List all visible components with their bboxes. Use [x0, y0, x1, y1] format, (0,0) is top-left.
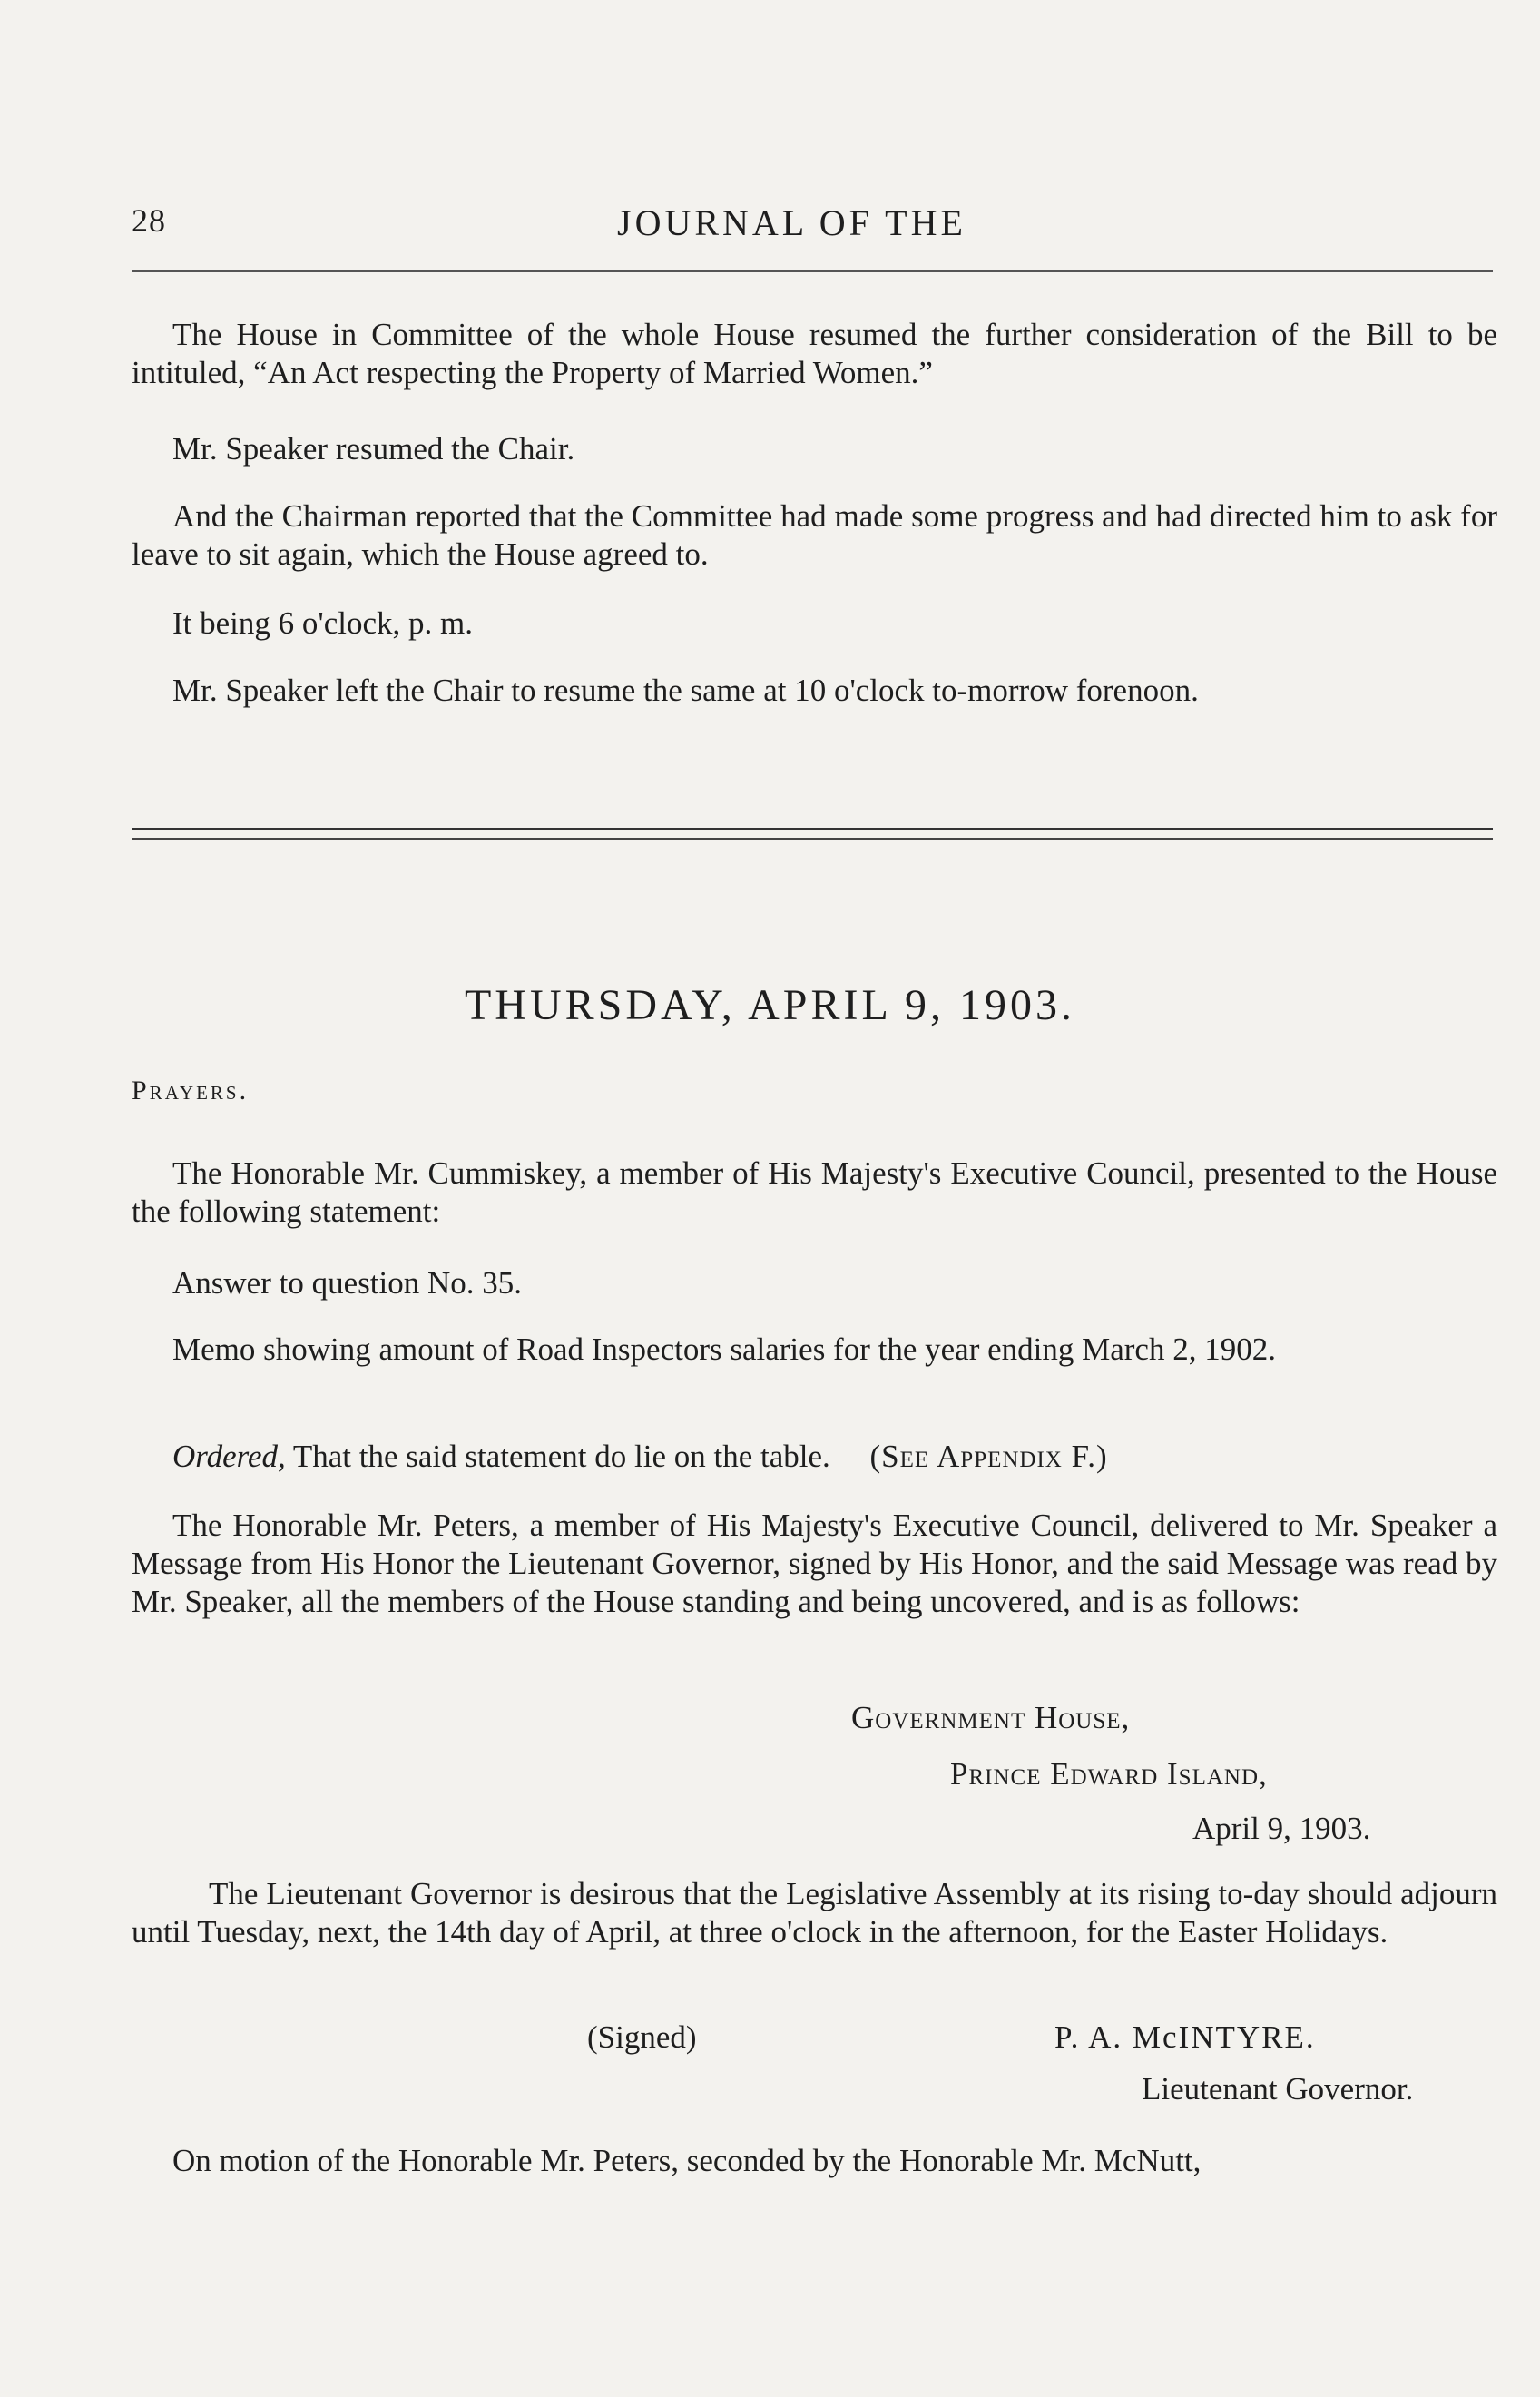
message-date: April 9, 1903. [1192, 1811, 1371, 1846]
running-head [132, 201, 1493, 256]
adjournment-paragraph: Mr. Speaker left the Chair to resume the same at 10 o'clock to-morrow forenoon. [172, 673, 1199, 708]
address-line-1: Government House, [851, 1700, 1131, 1735]
cummiskey-paragraph: The Honorable Mr. Cummiskey, a member of His Majesty's Executive Council, presented to the House the following statement: [132, 1155, 1497, 1229]
answer-paragraph: Answer to question No. 35. [172, 1265, 522, 1301]
page-number: 28 [132, 202, 166, 239]
signer-title: Lieutenant Governor. [1142, 2071, 1414, 2107]
header-rule [132, 270, 1493, 272]
ordered-paragraph [132, 1438, 1497, 1476]
peters-message-paragraph: The Honorable Mr. Peters, a member of His Majesty's Executive Council, delivered to Mr. Speaker a Message from His Honor the Lieutenant Governor, signed by His Honor, and the said Message was read by Mr. Speaker, all the members of the House standing and being uncovered, and is as follows: [132, 1508, 1497, 1619]
appendix-reference: (See Appendix F.) [869, 1439, 1108, 1474]
address-line-2: Prince Edward Island, [950, 1756, 1268, 1792]
memo-paragraph: Memo showing amount of Road Inspectors salaries for the year ending March 2, 1902. [172, 1331, 1276, 1367]
signer-name: P. A. McINTYRE. [1054, 2019, 1316, 2055]
signed-label: (Signed) [587, 2019, 697, 2055]
chairman-report-paragraph: And the Chairman reported that the Committee had made some progress and had directed him to ask for leave to sit again, which the House agreed to. [132, 498, 1497, 572]
section-divider [132, 828, 1493, 840]
ordered-text: That the said statement do lie on the table. [285, 1439, 830, 1474]
speaker-resumed-paragraph: Mr. Speaker resumed the Chair. [172, 431, 575, 467]
motion-paragraph: On motion of the Honorable Mr. Peters, seconded by the Honorable Mr. McNutt, [172, 2143, 1202, 2178]
time-paragraph: It being 6 o'clock, p. m. [172, 605, 473, 641]
date-heading: THURSDAY, APRIL 9, 1903. [464, 981, 1075, 1029]
ordered-label: Ordered, [172, 1439, 286, 1474]
running-title: JOURNAL OF THE [617, 202, 966, 243]
committee-paragraph: The House in Committee of the whole House resumed the further consideration of the Bill to be intituled, “An Act respecting the Property of Married Women.” [132, 317, 1497, 390]
prayers-label: Prayers. [132, 1076, 250, 1105]
message-body: The Lieutenant Governor is desirous that the Legislative Assembly at its rising to-day should adjourn until Tuesday, next, the 14th day of April, at three o'clock in the afternoon, for the Easter Holidays. [132, 1876, 1497, 1950]
